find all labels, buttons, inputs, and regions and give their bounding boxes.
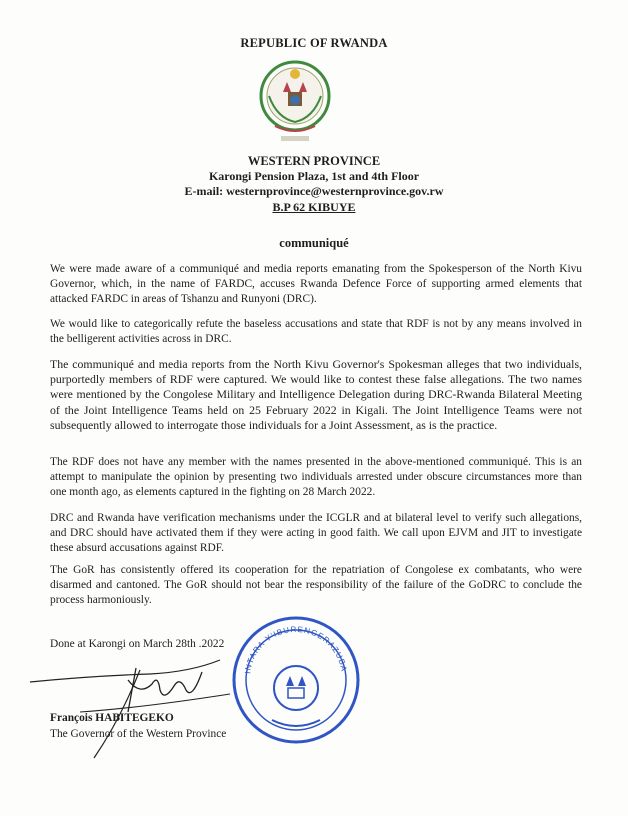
- paragraph-5: DRC and Rwanda have verification mechanisms under the ICGLR and at bilateral level to verify such allegations, and DRC should have activated them if they were acting in good faith. We call upon EJVM and JIT to investigate these absurd accusations against RDF.: [50, 512, 582, 555]
- province-name: WESTERN PROVINCE: [247, 154, 381, 168]
- paragraph-6: The GoR has consistently offered its cooperation for the repatriation of Congolese ex combatants, who were disarmed and cantoned. The GoR should not bear the responsibility of the failure of the GoDRC to conclude the process harmoniously.: [50, 564, 582, 607]
- stamp-arc-text: INTARA Y'IBURENGERAZUBA: [243, 624, 349, 675]
- signatory-title: The Governor of the Western Province: [50, 728, 227, 740]
- done-at-line: Done at Karongi on March 28th .2022: [50, 638, 225, 650]
- paragraph-1: We were made aware of a communiqué and media reports emanating from the Spokesperson of the North Kivu Governor, which, in the name of FARDC, accuses Rwanda Defence Force of supporting armed elements that attacked FARDC in areas of Tshanzu and Runyoni (DRC).: [50, 263, 582, 306]
- paragraph-4: The RDF does not have any member with the names presented in the above-mentioned communiqué. This is an attempt to manipulate the opinion by presenting two individuals arrested under obscure circumstances more than one month ago, as elements captured in the fighting on 28 March 2022.: [50, 456, 582, 499]
- rwanda-coat-of-arms-emblem: [257, 56, 333, 148]
- po-box: [0, 200, 628, 215]
- paragraph-3: The communiqué and media reports from the North Kivu Governor's Spokesman alleges that two individuals, purportedly members of RDF were captured. We would like to contest these false allegations. The two names were mentioned by the Congolese Military and Intelligence Delegation during DRC-Rwanda Bilateral Meeting of the Joint Intelligence Teams held on 25 February 2022 in Kigali. The Joint Intelligence Teams were not subsequently allowed to interrogate those individuals for a Joint Assessment, as is the practice.: [50, 357, 582, 432]
- email-address: E-mail: westernprovince@westernprovince.gov.rw: [184, 184, 444, 198]
- document-title: communiqué: [279, 236, 349, 250]
- paragraph-2: We would like to categorically refute the baseless accusations and state that RDF is not by any means involved in the belligerent activities across in DRC.: [50, 318, 582, 346]
- po-box-text: B.P 62 KIBUYE: [272, 200, 356, 214]
- signatory-name: François HABITEGEKO: [50, 712, 174, 724]
- office-address: Karongi Pension Plaza, 1st and 4th Floor: [208, 169, 420, 183]
- handwritten-signature: [20, 650, 250, 760]
- republic-header: REPUBLIC OF RWANDA: [240, 36, 388, 50]
